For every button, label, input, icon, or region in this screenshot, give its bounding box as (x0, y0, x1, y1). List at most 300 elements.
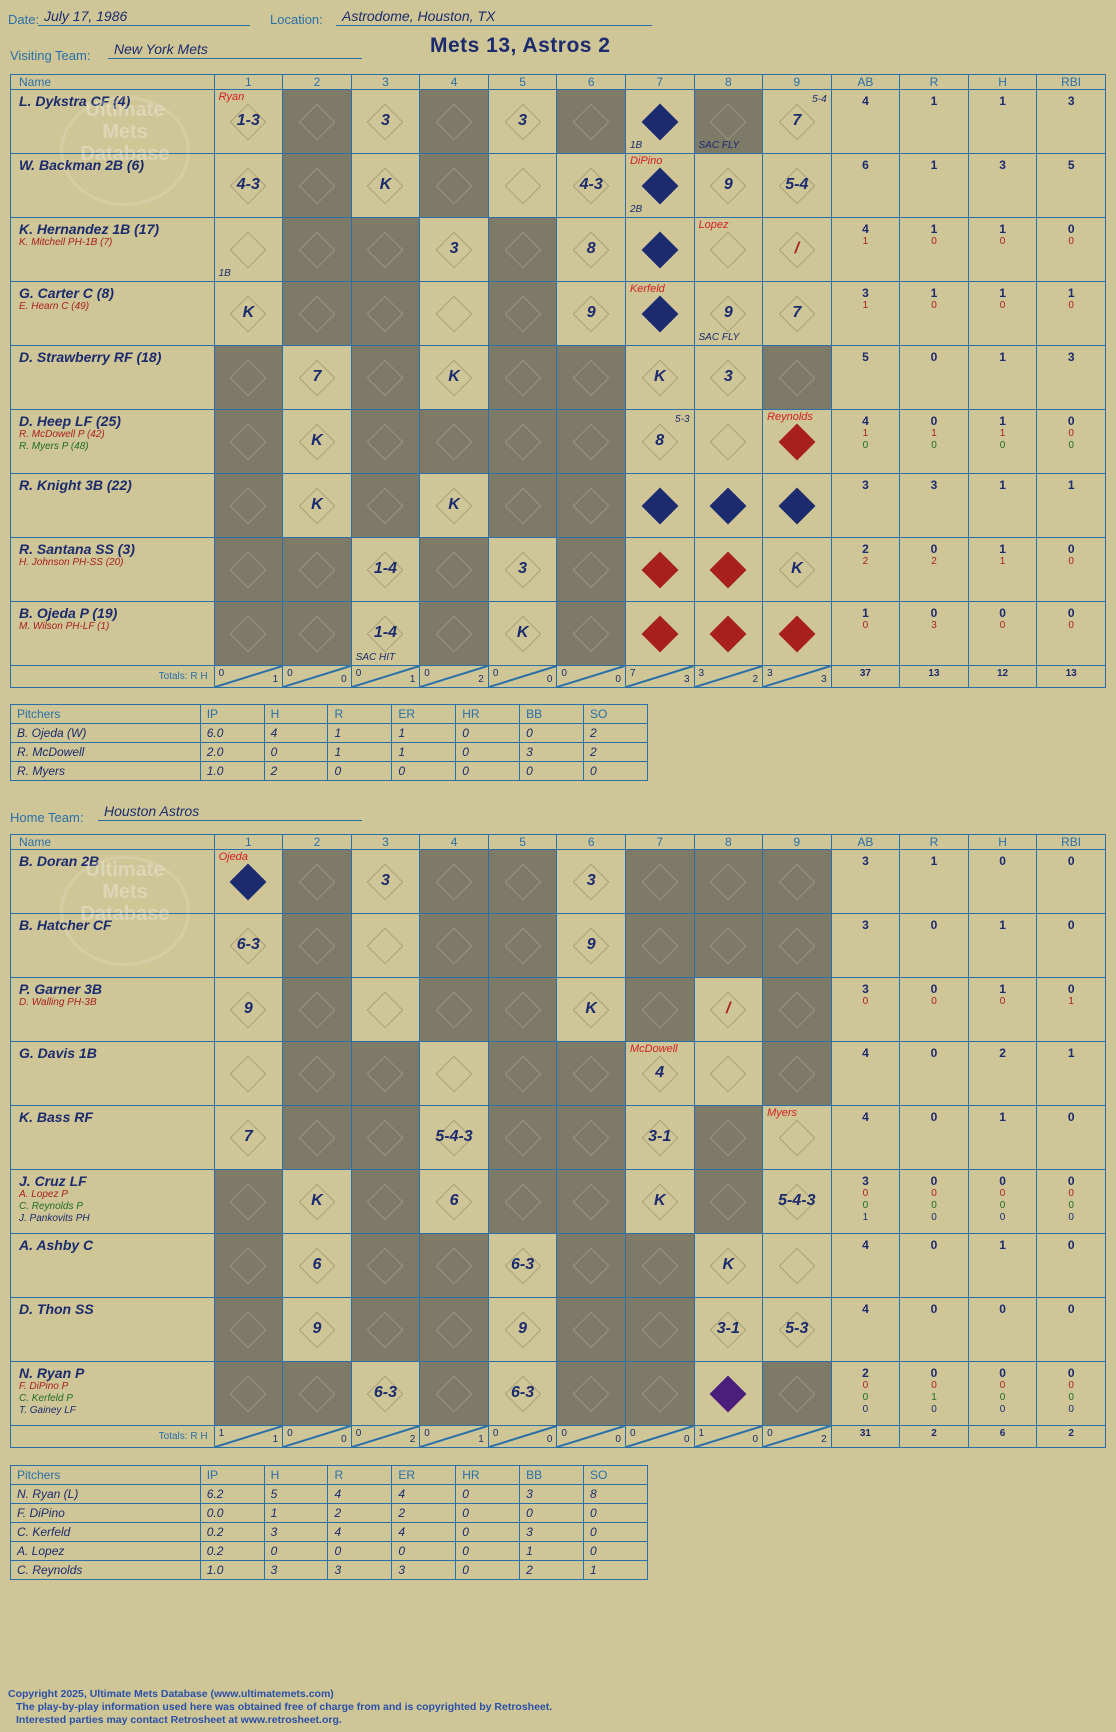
at-bat-cell[interactable] (763, 474, 832, 538)
at-bat-cell[interactable] (351, 346, 420, 410)
at-bat-cell[interactable] (694, 1170, 763, 1234)
play-result: 5-4-3 (435, 1127, 473, 1145)
at-bat-cell[interactable] (214, 978, 283, 1042)
at-bat-cell[interactable] (763, 90, 832, 154)
pitcher-stat: 0 (456, 1504, 520, 1523)
at-bat-cell[interactable] (557, 90, 626, 154)
stat-main: 4 (862, 1110, 869, 1124)
total-r: 13 (900, 666, 969, 688)
at-bat-cell[interactable] (763, 1106, 832, 1170)
at-bat-cell[interactable] (694, 914, 763, 978)
at-bat-cell[interactable] (557, 474, 626, 538)
pitch-col-h: H (264, 705, 328, 724)
at-bat-cell[interactable] (351, 1042, 420, 1106)
inning-header-8: 8 (694, 835, 763, 850)
batter-name: W. Backman 2B (6) (19, 157, 144, 173)
play-result: 3-1 (716, 1319, 740, 1337)
at-bat-cell[interactable] (351, 978, 420, 1042)
pitcher-stat: 3 (520, 743, 584, 762)
run-scored-diamond-icon (710, 487, 747, 524)
diamond-icon (367, 1183, 404, 1220)
at-bat-cell[interactable] (488, 850, 557, 914)
at-bat-cell[interactable] (488, 1362, 557, 1426)
play-annotation: SAC FLY (698, 140, 740, 151)
at-bat-cell[interactable] (625, 90, 694, 154)
at-bat-cell[interactable] (488, 346, 557, 410)
at-bat-cell[interactable] (625, 850, 694, 914)
at-bat-cell[interactable] (694, 1234, 763, 1298)
at-bat-cell[interactable] (557, 154, 626, 218)
at-bat-cell[interactable] (694, 1298, 763, 1362)
at-bat-cell[interactable] (420, 1298, 489, 1362)
at-bat-cell[interactable] (488, 474, 557, 538)
hits-total: 0 (752, 1434, 759, 1445)
at-bat-cell[interactable] (488, 1106, 557, 1170)
runs-total: 0 (355, 1428, 362, 1439)
diamond-icon (367, 295, 404, 332)
inning-total (214, 666, 283, 688)
at-bat-cell[interactable] (420, 282, 489, 346)
at-bat-cell[interactable] (557, 1042, 626, 1106)
pitcher-stat: 0 (456, 1561, 520, 1580)
h-value (968, 154, 1037, 218)
at-bat-cell[interactable] (420, 474, 489, 538)
at-bat-cell[interactable] (351, 850, 420, 914)
at-bat-cell[interactable] (694, 154, 763, 218)
inning-header-1: 1 (214, 835, 283, 850)
at-bat-cell[interactable] (694, 474, 763, 538)
at-bat-cell[interactable] (488, 90, 557, 154)
at-bat-cell[interactable] (214, 850, 283, 914)
run-scored-diamond-icon (641, 487, 678, 524)
play-annotation: SAC FLY (698, 332, 740, 343)
play-result: 3 (381, 111, 390, 129)
rbi-value (1037, 538, 1106, 602)
hits-total: 1 (409, 674, 416, 685)
at-bat-cell[interactable] (283, 154, 352, 218)
at-bat-cell[interactable] (214, 410, 283, 474)
batter-row (11, 218, 1106, 282)
diamond-icon (504, 487, 541, 524)
at-bat-cell[interactable] (763, 1234, 832, 1298)
stat-main: 1 (999, 478, 1006, 492)
at-bat-cell[interactable] (283, 1106, 352, 1170)
at-bat-cell[interactable] (557, 346, 626, 410)
at-bat-cell[interactable] (351, 154, 420, 218)
at-bat-cell[interactable] (214, 1106, 283, 1170)
stat-sub: 0 (931, 440, 937, 451)
at-bat-cell[interactable] (420, 1234, 489, 1298)
batter-name-cell (11, 1298, 215, 1362)
at-bat-cell[interactable] (420, 602, 489, 666)
at-bat-cell[interactable] (283, 850, 352, 914)
rbi-value (1037, 410, 1106, 474)
at-bat-cell[interactable] (420, 914, 489, 978)
at-bat-cell[interactable] (351, 602, 420, 666)
at-bat-cell[interactable] (625, 978, 694, 1042)
play-result: 4-3 (579, 175, 603, 193)
at-bat-cell[interactable] (283, 282, 352, 346)
at-bat-cell[interactable] (488, 282, 557, 346)
at-bat-cell[interactable] (283, 1362, 352, 1426)
at-bat-cell[interactable] (557, 538, 626, 602)
at-bat-cell[interactable] (625, 1170, 694, 1234)
pitcher-stat: 1 (392, 743, 456, 762)
diamond-icon (230, 615, 267, 652)
at-bat-cell[interactable] (420, 1042, 489, 1106)
pitcher-stat: 0 (264, 1542, 328, 1561)
at-bat-cell[interactable] (214, 154, 283, 218)
diamond-icon (367, 231, 404, 268)
h-value (968, 410, 1037, 474)
diamond-icon (573, 1055, 610, 1092)
at-bat-cell[interactable] (763, 1298, 832, 1362)
stat-main: 4 (862, 94, 869, 108)
at-bat-cell[interactable] (420, 538, 489, 602)
diamond-icon (299, 1375, 336, 1412)
at-bat-cell[interactable] (488, 410, 557, 474)
at-bat-cell[interactable] (763, 1170, 832, 1234)
stat-sub: 0 (1068, 1404, 1074, 1415)
at-bat-cell[interactable] (214, 1298, 283, 1362)
at-bat-cell[interactable] (420, 90, 489, 154)
at-bat-cell[interactable] (283, 346, 352, 410)
at-bat-cell[interactable] (420, 850, 489, 914)
at-bat-cell[interactable] (351, 914, 420, 978)
at-bat-cell[interactable] (488, 1170, 557, 1234)
diamond-icon (436, 103, 473, 140)
at-bat-cell[interactable] (694, 90, 763, 154)
stat-main: 0 (930, 1302, 938, 1316)
runs-total: 0 (492, 1428, 499, 1439)
at-bat-cell[interactable] (351, 1298, 420, 1362)
at-bat-cell[interactable] (488, 538, 557, 602)
inning-total (283, 666, 352, 688)
at-bat-cell[interactable] (763, 914, 832, 978)
at-bat-cell[interactable] (283, 90, 352, 154)
totals-row (11, 666, 1106, 688)
at-bat-cell[interactable] (694, 538, 763, 602)
at-bat-cell[interactable] (214, 914, 283, 978)
stat-main: 0 (999, 854, 1006, 868)
at-bat-cell[interactable] (557, 218, 626, 282)
at-bat-cell[interactable] (694, 1106, 763, 1170)
at-bat-cell[interactable] (557, 1298, 626, 1362)
play-result: K (653, 367, 666, 385)
at-bat-cell[interactable] (694, 602, 763, 666)
batter-name: K. Hernandez 1B (17) (19, 221, 160, 237)
at-bat-cell[interactable] (214, 282, 283, 346)
stat-sub: 0 (1068, 428, 1074, 439)
pitcher-stat: 1 (520, 1542, 584, 1561)
at-bat-cell[interactable] (557, 850, 626, 914)
rbi-value (1037, 282, 1106, 346)
play-annotation: Lopez (698, 219, 729, 231)
runs-total: 0 (629, 1428, 636, 1439)
at-bat-cell[interactable] (488, 1234, 557, 1298)
pitcher-stat: 6.0 (200, 724, 264, 743)
at-bat-cell[interactable] (694, 978, 763, 1042)
pitcher-row (11, 1561, 648, 1580)
at-bat-cell[interactable] (763, 282, 832, 346)
at-bat-cell[interactable] (283, 1298, 352, 1362)
at-bat-cell[interactable] (214, 218, 283, 282)
at-bat-cell[interactable] (625, 1042, 694, 1106)
at-bat-cell[interactable] (763, 850, 832, 914)
at-bat-cell[interactable] (420, 218, 489, 282)
at-bat-cell[interactable] (763, 410, 832, 474)
at-bat-cell[interactable] (625, 1234, 694, 1298)
at-bat-cell[interactable] (488, 978, 557, 1042)
pitcher-stat: 5 (264, 1485, 328, 1504)
diamond-icon (710, 423, 747, 460)
pitcher-stat: 0 (456, 1523, 520, 1542)
at-bat-cell[interactable] (420, 1362, 489, 1426)
at-bat-cell[interactable] (214, 346, 283, 410)
at-bat-cell[interactable] (488, 218, 557, 282)
at-bat-cell[interactable] (694, 218, 763, 282)
stat-main: 0 (999, 606, 1006, 620)
at-bat-cell[interactable] (763, 346, 832, 410)
at-bat-cell[interactable] (420, 978, 489, 1042)
inning-header-6: 6 (557, 75, 626, 90)
diamond-icon (230, 1375, 267, 1412)
pitcher-stat: 2 (264, 762, 328, 781)
at-bat-cell[interactable] (351, 1170, 420, 1234)
at-bat-cell[interactable] (557, 1362, 626, 1426)
play-annotation: McDowell (629, 1043, 678, 1055)
at-bat-cell[interactable] (557, 1106, 626, 1170)
at-bat-cell[interactable] (557, 1170, 626, 1234)
at-bat-cell[interactable] (214, 474, 283, 538)
play-result: 3 (518, 559, 528, 577)
ab-value (831, 538, 900, 602)
stat-main: 3 (1067, 350, 1075, 364)
ab-value (831, 850, 900, 914)
at-bat-cell[interactable] (763, 1362, 832, 1426)
at-bat-cell[interactable] (283, 1234, 352, 1298)
at-bat-cell[interactable] (557, 978, 626, 1042)
at-bat-cell[interactable] (763, 1042, 832, 1106)
at-bat-cell[interactable] (283, 410, 352, 474)
stat-sub: 0 (931, 300, 937, 311)
h-value (968, 282, 1037, 346)
stat-sub: 1 (931, 1392, 937, 1403)
date-label: Date: (8, 12, 40, 27)
runs-total: 0 (767, 1428, 773, 1439)
at-bat-cell[interactable] (763, 154, 832, 218)
at-bat-cell[interactable] (283, 1170, 352, 1234)
inning-total (557, 666, 626, 688)
stat-main: 4 (862, 1238, 869, 1252)
at-bat-cell[interactable] (763, 602, 832, 666)
diamond-icon (573, 359, 610, 396)
play-result: 6-3 (511, 1255, 535, 1273)
r-value (900, 978, 969, 1042)
diamond-icon (299, 295, 336, 332)
total-ab: 31 (831, 1426, 900, 1448)
stat-main: 0 (1067, 1110, 1075, 1124)
pitcher-row (11, 1504, 648, 1523)
stat-main: 0 (930, 606, 938, 620)
pitcher-stat: 0 (456, 724, 520, 743)
at-bat-cell[interactable] (283, 474, 352, 538)
stat-main: 0 (1067, 542, 1075, 556)
pitcher-stat: 1.0 (200, 1561, 264, 1580)
logo-word: Database (80, 903, 170, 925)
play-result: 5-3 (785, 1319, 809, 1337)
pitcher-name: A. Lopez (11, 1542, 201, 1561)
watermark-logo (60, 856, 190, 966)
r-value (900, 474, 969, 538)
stat-main: 0 (999, 1174, 1006, 1188)
play-result: 3 (723, 367, 733, 385)
diamond-icon (367, 1247, 404, 1284)
stat-main: 0 (930, 542, 938, 556)
at-bat-cell[interactable] (214, 90, 283, 154)
diamond-icon (641, 1311, 678, 1348)
at-bat-cell[interactable] (625, 218, 694, 282)
pitch-col-pitchers: Pitchers (11, 705, 201, 724)
at-bat-cell[interactable] (351, 218, 420, 282)
at-bat-cell[interactable] (557, 282, 626, 346)
inning-header-7: 7 (625, 835, 694, 850)
diamond-icon (710, 231, 747, 268)
at-bat-cell[interactable] (488, 1042, 557, 1106)
at-bat-cell[interactable] (625, 410, 694, 474)
at-bat-cell[interactable] (283, 218, 352, 282)
at-bat-cell[interactable] (625, 602, 694, 666)
at-bat-cell[interactable] (214, 1170, 283, 1234)
inning-header-1: 1 (214, 75, 283, 90)
at-bat-cell[interactable] (420, 346, 489, 410)
at-bat-cell[interactable] (214, 1234, 283, 1298)
at-bat-cell[interactable] (694, 1362, 763, 1426)
at-bat-cell[interactable] (351, 410, 420, 474)
substitute-name: R. Myers P (48) (19, 441, 89, 452)
at-bat-cell[interactable] (420, 1170, 489, 1234)
at-bat-cell[interactable] (488, 154, 557, 218)
inning-header-4: 4 (420, 835, 489, 850)
batter-name: R. Knight 3B (22) (19, 477, 132, 493)
inning-total (557, 1426, 626, 1448)
at-bat-cell[interactable] (351, 282, 420, 346)
batter-name: B. Hatcher CF (19, 917, 112, 933)
play-result: 6-3 (236, 935, 260, 953)
run-scored-diamond-icon (778, 423, 815, 460)
rbi-header: RBI (1037, 835, 1106, 850)
pitcher-stat: 0 (456, 743, 520, 762)
stat-sub: 0 (931, 1380, 937, 1391)
at-bat-cell[interactable] (214, 1042, 283, 1106)
r-value (900, 410, 969, 474)
diamond-icon (504, 295, 541, 332)
at-bat-cell[interactable] (625, 914, 694, 978)
at-bat-cell[interactable] (420, 1106, 489, 1170)
at-bat-cell[interactable] (351, 1362, 420, 1426)
at-bat-cell[interactable] (694, 850, 763, 914)
runs-total: 0 (218, 668, 225, 679)
pitcher-stat: 8 (584, 1485, 648, 1504)
at-bat-cell[interactable] (283, 978, 352, 1042)
play-result: 7 (243, 1127, 253, 1145)
at-bat-cell[interactable] (214, 538, 283, 602)
at-bat-cell[interactable] (694, 282, 763, 346)
at-bat-cell[interactable] (625, 1106, 694, 1170)
diamond-icon (641, 863, 678, 900)
at-bat-cell[interactable] (694, 346, 763, 410)
at-bat-cell[interactable] (763, 538, 832, 602)
diamond-icon (436, 863, 473, 900)
substitute-name: T. Gainey LF (19, 1405, 76, 1416)
at-bat-cell[interactable] (763, 978, 832, 1042)
play-result: 1-4 (373, 559, 398, 577)
stat-sub: 0 (999, 1392, 1006, 1403)
runs-total: 0 (355, 668, 362, 679)
at-bat-cell[interactable] (283, 538, 352, 602)
pitcher-row (11, 1523, 648, 1542)
at-bat-cell[interactable] (488, 602, 557, 666)
at-bat-cell[interactable] (214, 1362, 283, 1426)
at-bat-cell[interactable] (763, 218, 832, 282)
stat-main: 2 (862, 542, 869, 556)
at-bat-cell[interactable] (283, 1042, 352, 1106)
at-bat-cell[interactable] (488, 1298, 557, 1362)
at-bat-cell[interactable] (625, 154, 694, 218)
at-bat-cell[interactable] (557, 1234, 626, 1298)
at-bat-cell[interactable] (420, 154, 489, 218)
at-bat-cell[interactable] (557, 914, 626, 978)
at-bat-cell[interactable] (625, 282, 694, 346)
at-bat-cell[interactable] (694, 410, 763, 474)
at-bat-cell[interactable] (488, 914, 557, 978)
watermark-logo (60, 96, 190, 206)
stat-sub: 1 (862, 236, 869, 247)
stat-main: 1 (930, 94, 938, 108)
at-bat-cell[interactable] (351, 1234, 420, 1298)
at-bat-cell[interactable] (557, 410, 626, 474)
at-bat-cell[interactable] (625, 474, 694, 538)
play-annotation: Kerfeld (629, 283, 665, 295)
diamond-icon (641, 991, 678, 1028)
play-result: K (722, 1255, 735, 1273)
pitcher-stat: 0 (392, 1542, 456, 1561)
at-bat-cell[interactable] (283, 602, 352, 666)
play-result: 9 (312, 1319, 322, 1337)
at-bat-cell[interactable] (625, 1362, 694, 1426)
at-bat-cell[interactable] (351, 90, 420, 154)
pitcher-stat: 2 (584, 743, 648, 762)
stat-sub: 0 (999, 1200, 1006, 1211)
at-bat-cell[interactable] (351, 474, 420, 538)
at-bat-cell[interactable] (351, 538, 420, 602)
at-bat-cell[interactable] (625, 538, 694, 602)
pitch-col-so: SO (584, 1466, 648, 1485)
ab-value (831, 1042, 900, 1106)
diamond-icon (436, 991, 473, 1028)
at-bat-cell[interactable] (625, 346, 694, 410)
at-bat-cell[interactable] (214, 602, 283, 666)
at-bat-cell[interactable] (283, 914, 352, 978)
at-bat-cell[interactable] (420, 410, 489, 474)
stat-sub: 0 (862, 1404, 869, 1415)
at-bat-cell[interactable] (557, 602, 626, 666)
at-bat-cell[interactable] (694, 1042, 763, 1106)
pitcher-stat: 3 (520, 1485, 584, 1504)
play-result: K (311, 1191, 323, 1209)
at-bat-cell[interactable] (625, 1298, 694, 1362)
at-bat-cell[interactable] (351, 1106, 420, 1170)
